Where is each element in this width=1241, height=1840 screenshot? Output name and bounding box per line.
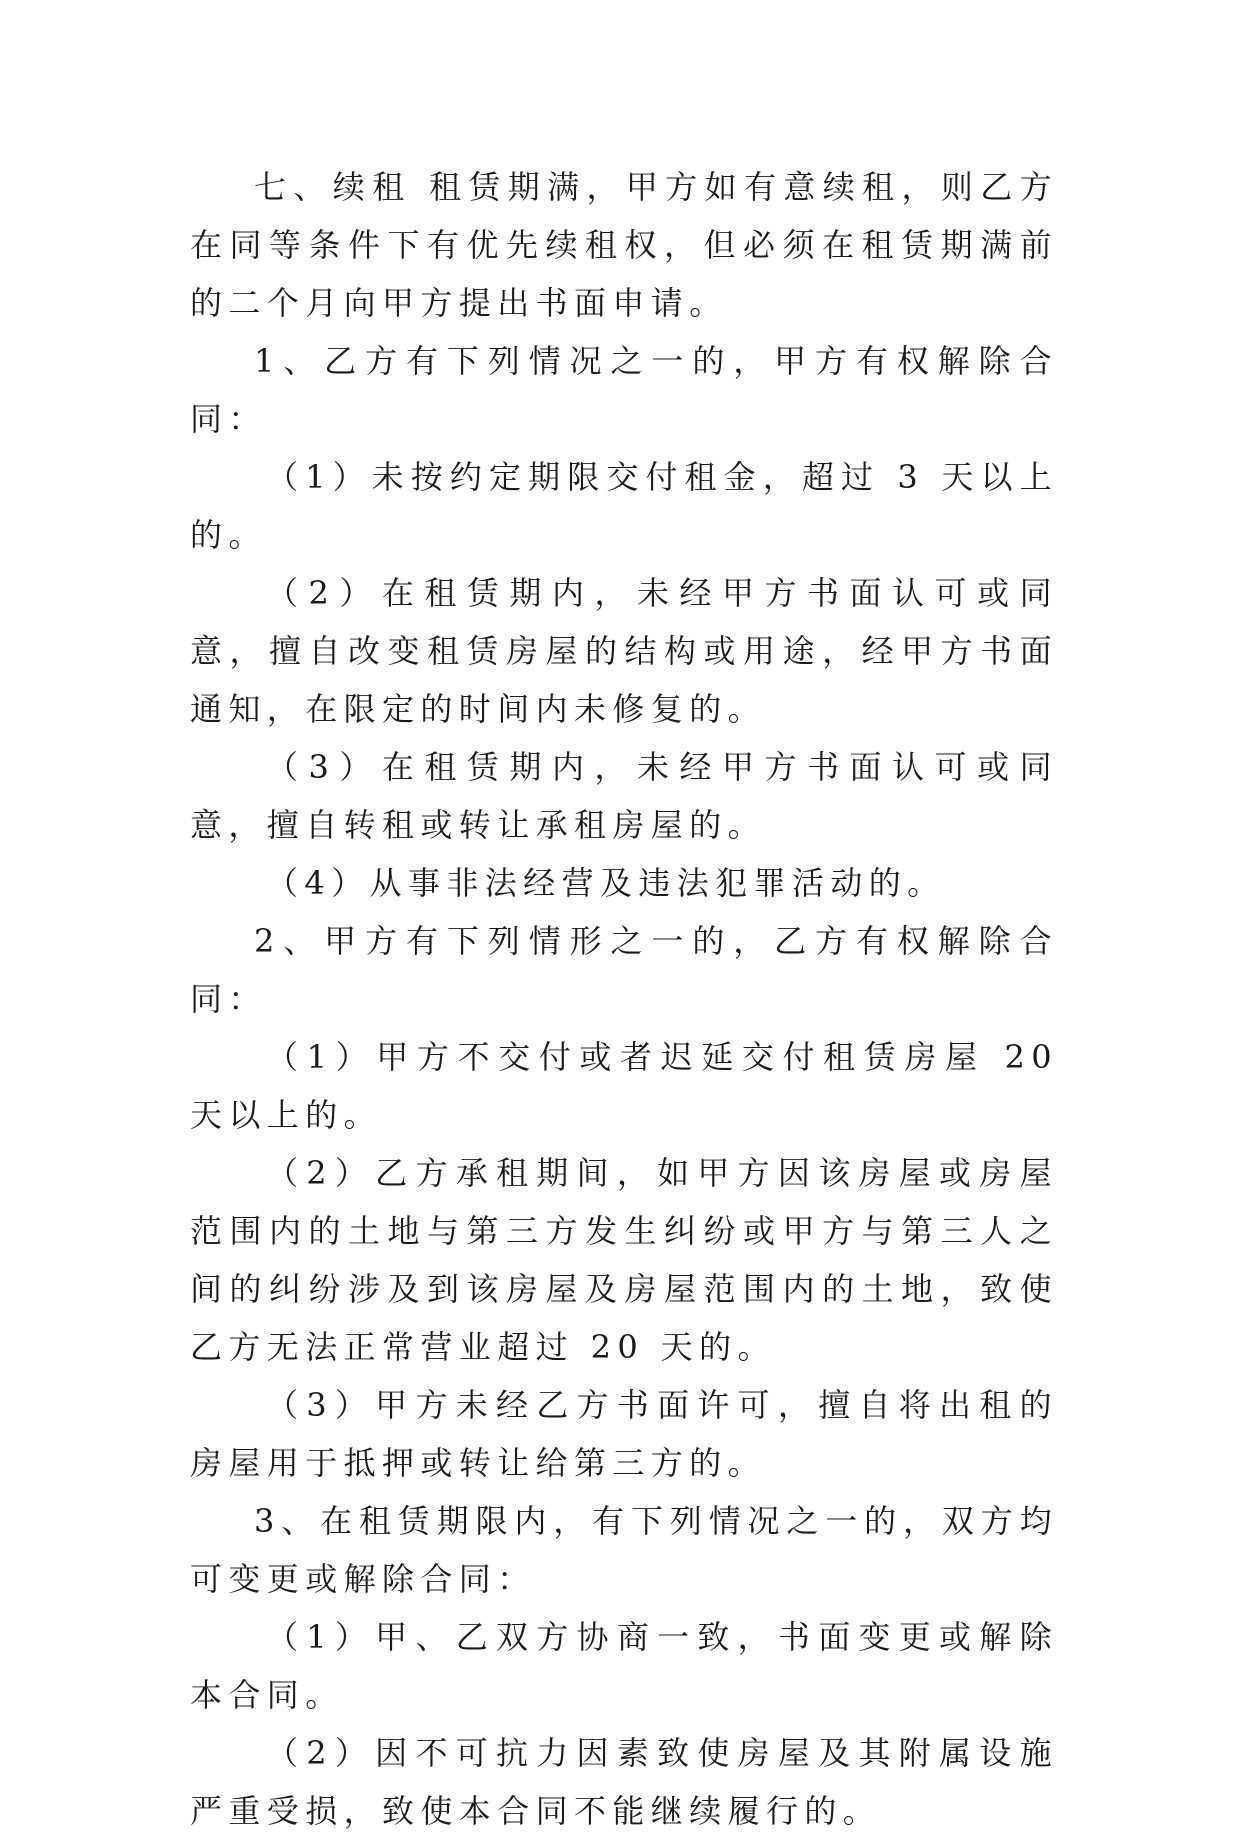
paragraph-clause-3: 3、在租赁期限内，有下列情况之一的，双方均可变更或解除合同： (190, 1502, 1058, 1598)
document-body (190, 158, 1058, 1840)
paragraph-clause-1: 1、乙方有下列情况之一的，甲方有权解除合同： (190, 342, 1058, 438)
paragraph-clause-2-item-1: （1）甲方不交付或者迟延交付租赁房屋 20 天以上的。 (190, 1038, 1058, 1134)
paragraph-renewal: 七、续租 租赁期满，甲方如有意续租，则乙方在同等条件下有优先续租权，但必须在租赁期满前的二个月向甲方提出书面申请。 (190, 168, 1058, 322)
paragraph-clause-2: 2、甲方有下列情形之一的，乙方有权解除合同： (190, 922, 1058, 1018)
paragraph-clause-2-item-3: （3）甲方未经乙方书面许可，擅自将出租的房屋用于抵押或转让给第三方的。 (190, 1386, 1058, 1482)
paragraph-clause-1-item-1: （1）未按约定期限交付租金，超过 3 天以上的。 (190, 458, 1058, 554)
paragraph-clause-2-item-2: （2）乙方承租期间，如甲方因该房屋或房屋范围内的土地与第三方发生纠纷或甲方与第三人之间的纠纷涉及到该房屋及房屋范围内的土地，致使乙方无法正常营业超过 20 天的。 (190, 1154, 1058, 1366)
paragraph-clause-1-item-4: （4）从事非法经营及违法犯罪活动的。 (266, 864, 946, 902)
paragraph-clause-3-item-2: （2）因不可抗力因素致使房屋及其附属设施严重受损，致使本合同不能继续履行的。 (190, 1734, 1058, 1830)
paragraph-clause-1-item-3: （3）在租赁期内，未经甲方书面认可或同意，擅自转租或转让承租房屋的。 (190, 748, 1058, 844)
paragraph-clause-3-item-1: （1）甲、乙双方协商一致，书面变更或解除本合同。 (190, 1618, 1058, 1714)
paragraph-clause-1-item-2: （2）在租赁期内，未经甲方书面认可或同意，擅自改变租赁房屋的结构或用途，经甲方书面通知，在限定的时间内未修复的。 (190, 574, 1058, 728)
